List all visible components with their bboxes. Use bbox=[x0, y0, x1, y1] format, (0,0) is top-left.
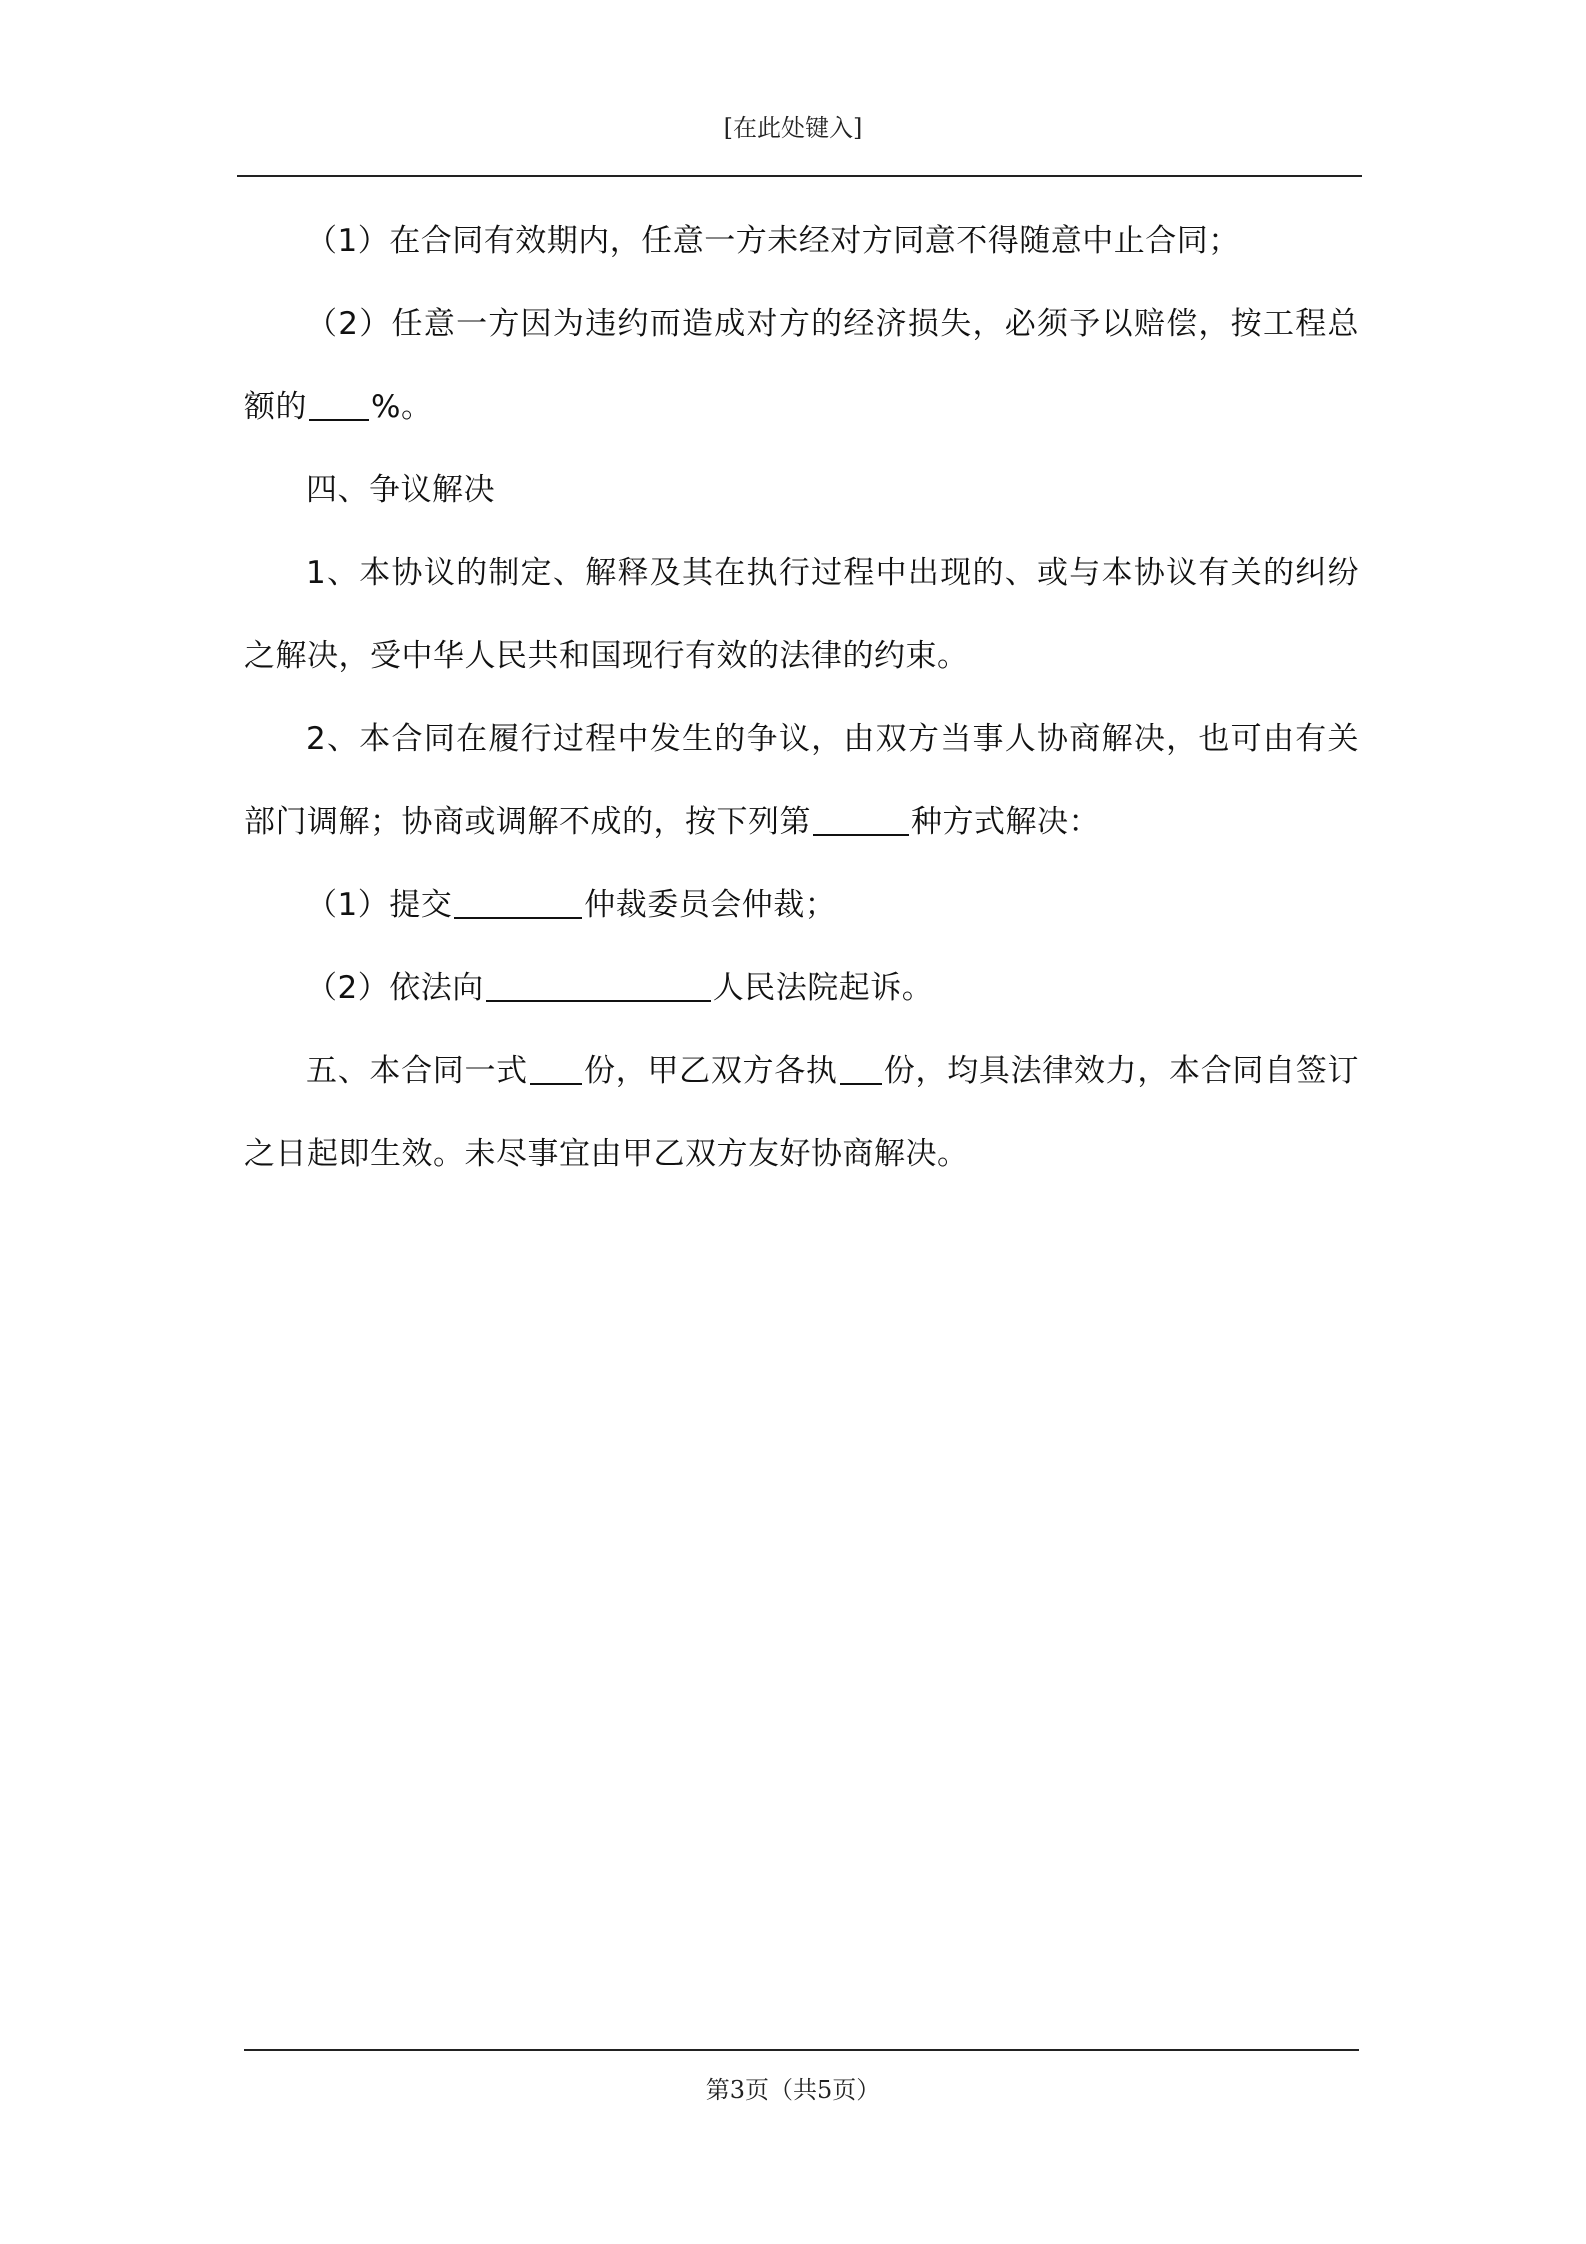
section-5-text-b: 份，甲乙双方各执 bbox=[583, 1053, 838, 1089]
option-4-2-1-text: （1）提交 bbox=[306, 887, 453, 923]
clause-3-1-text: （1）在合同有效期内，任意一方未经对方同意不得随意中止合同； bbox=[306, 223, 1240, 259]
clause-4-2-suffix: 种方式解决： bbox=[911, 804, 1100, 840]
page-footer: 第3页（共5页） bbox=[705, 2076, 881, 2104]
clause-4-1-text: 1、本协议的制定、解释及其在执行过程中出现的、或与本协议有关的纠纷之解决，受中华人民共和国现行有效的法律的约束。 bbox=[244, 555, 1359, 674]
blank-arbitration-committee bbox=[454, 887, 582, 919]
blank-percentage bbox=[309, 389, 369, 421]
section-4-heading-text: 四、争议解决 bbox=[306, 472, 495, 508]
option-4-2-2-text: （2）依法向 bbox=[306, 970, 484, 1006]
blank-copies-total bbox=[530, 1053, 582, 1085]
page-header: [在此处键入] bbox=[723, 114, 863, 142]
clause-4-2-text: 2、本合同在履行过程中发生的争议，由双方当事人协商解决，也可由有关部门调解；协商或调解不成的，按下列第 bbox=[244, 721, 1359, 840]
option-4-2-2-suffix: 人民法院起诉。 bbox=[712, 970, 934, 1006]
option-4-2-1 bbox=[244, 864, 1359, 947]
clause-3-1 bbox=[244, 200, 1359, 283]
document-body bbox=[244, 200, 1359, 1196]
section-5-text-c: 份，均具法律效力，本合同自签订之日起即生效。未尽事宜由甲乙双方友好协商解决。 bbox=[244, 1053, 1360, 1172]
clause-3-2-text: （2）任意一方因为违约而造成对方的经济损失，必须予以赔偿，按工程总额的 bbox=[244, 306, 1359, 425]
option-4-2-1-suffix: 仲裁委员会仲裁； bbox=[584, 887, 837, 923]
clause-4-2 bbox=[244, 698, 1359, 864]
section-4-heading bbox=[244, 449, 1359, 532]
blank-method-number bbox=[813, 804, 909, 836]
clause-3-2-suffix: %。 bbox=[371, 389, 433, 425]
blank-court-name bbox=[486, 970, 711, 1002]
blank-copies-each bbox=[840, 1053, 882, 1085]
footer-divider bbox=[244, 2049, 1359, 2051]
clause-3-2 bbox=[244, 283, 1359, 449]
section-5 bbox=[244, 1030, 1359, 1196]
header-divider bbox=[237, 175, 1362, 177]
clause-4-1 bbox=[244, 532, 1359, 698]
section-5-text-a: 五、本合同一式 bbox=[306, 1053, 528, 1089]
option-4-2-2 bbox=[244, 947, 1359, 1030]
